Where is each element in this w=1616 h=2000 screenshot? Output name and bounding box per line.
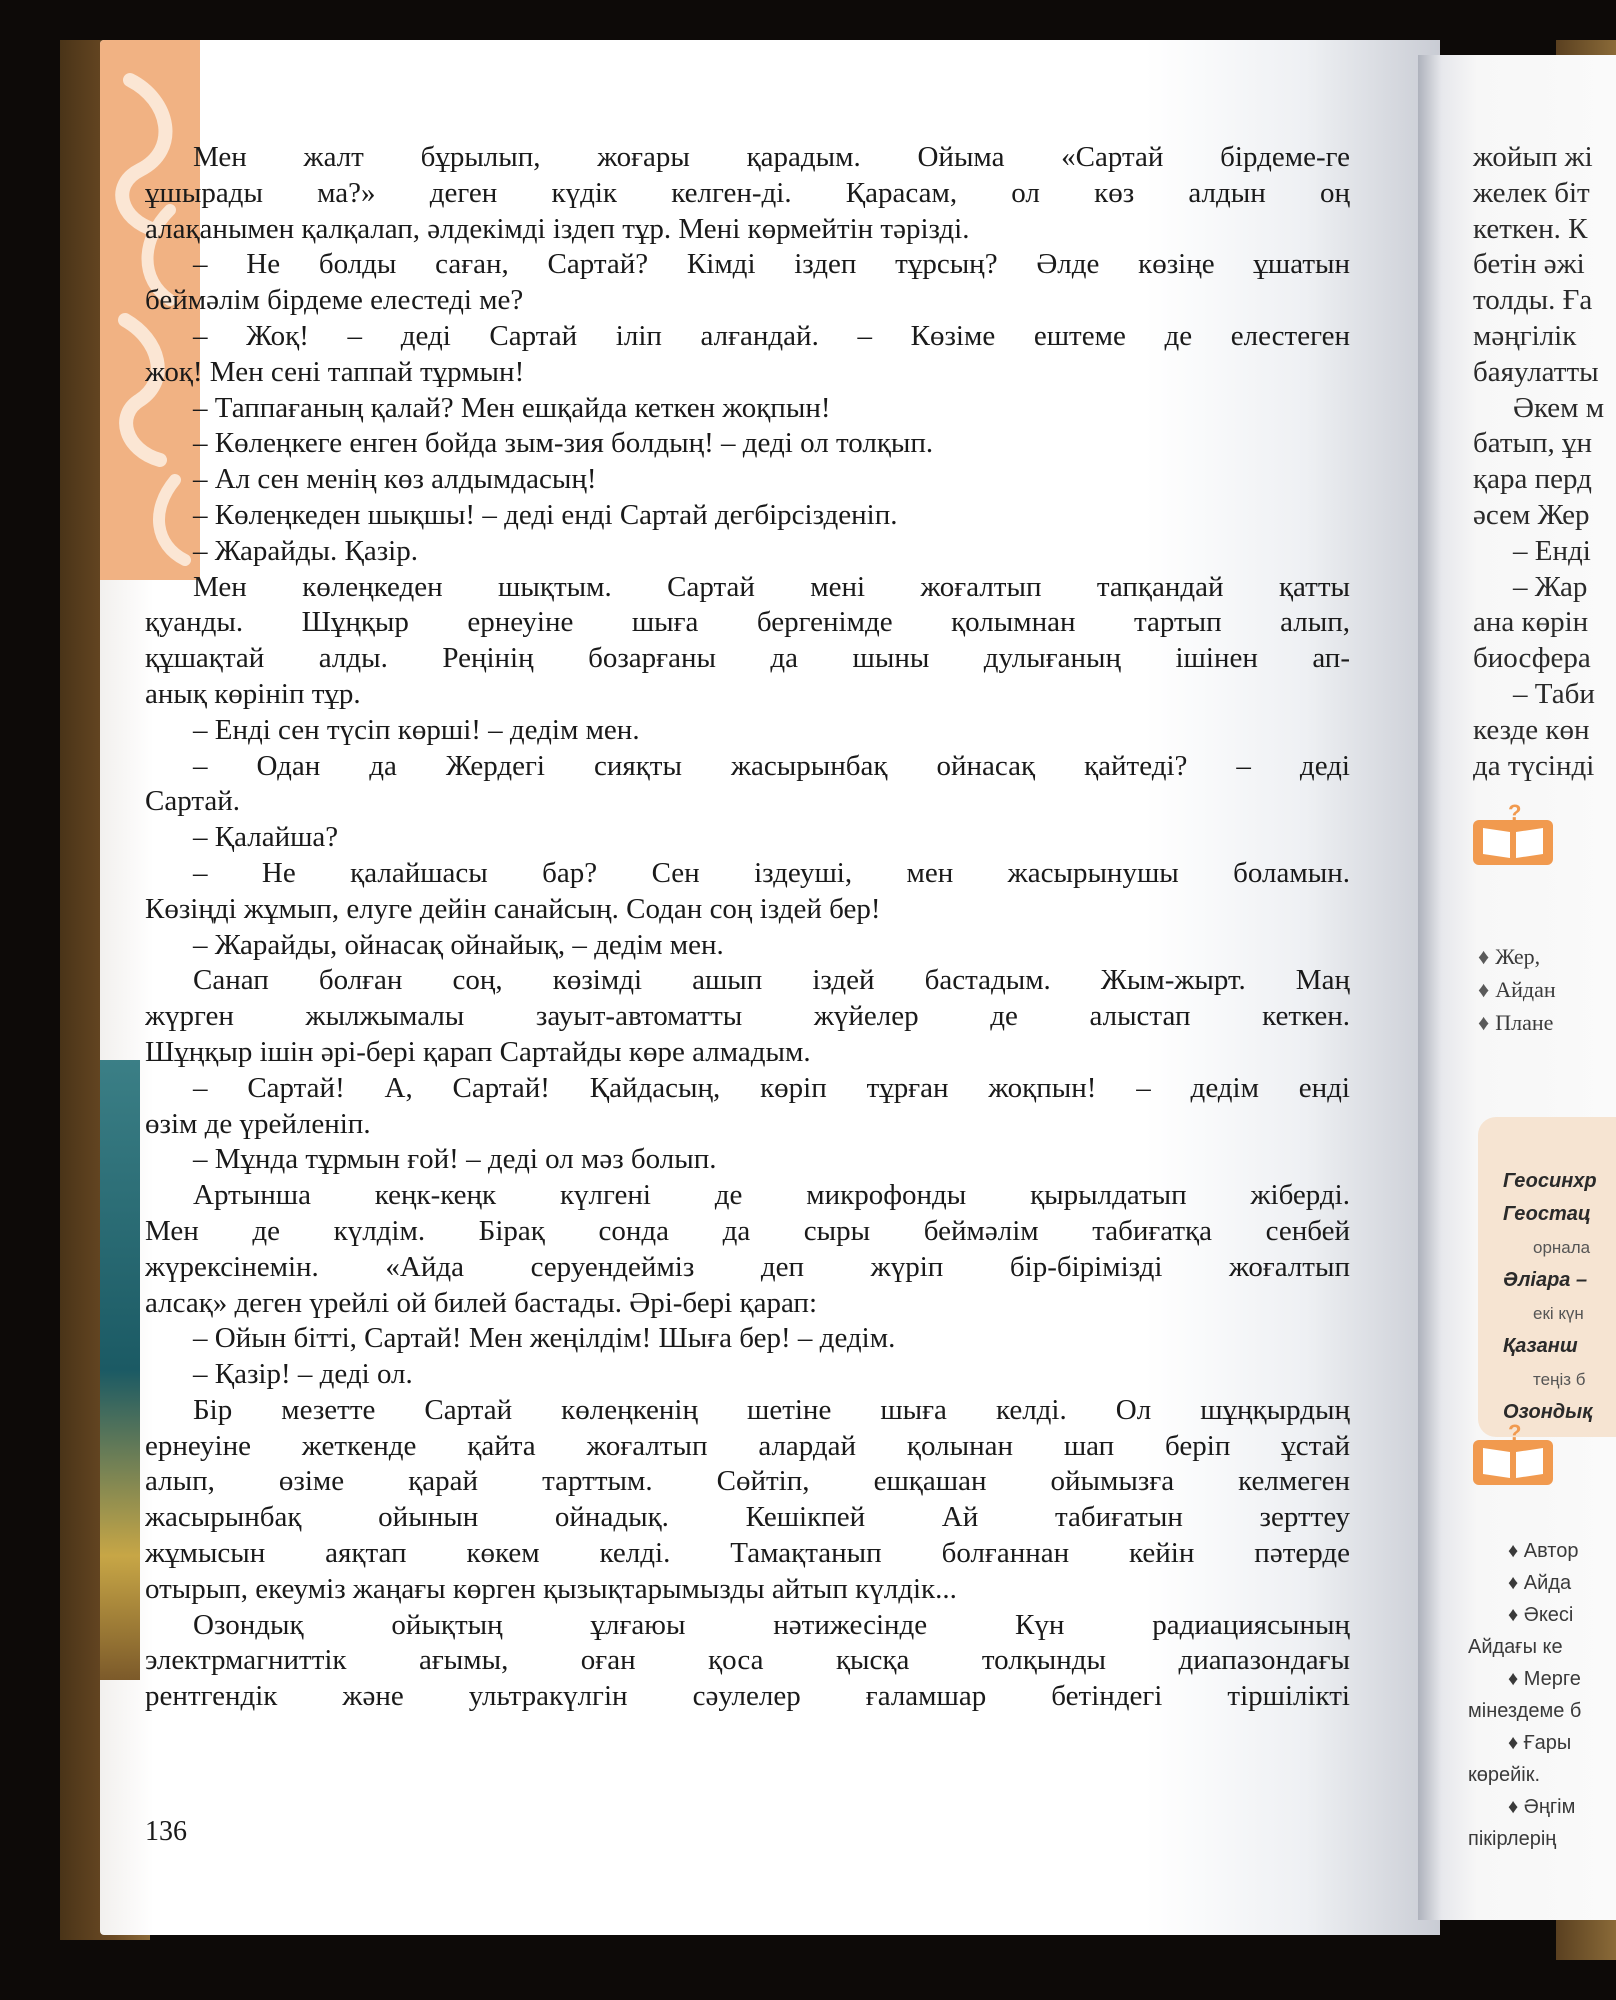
text-line: алсақ» деген үрейлі ой билей бастады. Әрі-бері қарап: bbox=[145, 1286, 818, 1319]
text-line: жасырынбақ ойынын ойнадық. Кешікпей Ай табиғатын зерттеу bbox=[145, 1501, 1350, 1534]
right-page-text bbox=[1473, 140, 1616, 784]
text-line: алып, өзіме қарай тарттым. Сөйтіп, ешқашан ойымызға келмеген bbox=[145, 1465, 1350, 1498]
text-line: – Не қалайшасы бар? Сен іздеуші, мен жасырынушы боламын. bbox=[193, 856, 1350, 889]
glossary-definition: екі күн bbox=[1533, 1304, 1584, 1323]
svg-text:?: ? bbox=[1508, 1420, 1522, 1445]
text-line: жұмысын аяқтап көкем келді. Тамақтанып болғаннан кейін пәтерде bbox=[145, 1537, 1350, 1570]
right-text-line: кеткен. К bbox=[1473, 212, 1588, 245]
bullet-text: Жер, bbox=[1495, 944, 1541, 969]
right-text-line: ана көрін bbox=[1473, 606, 1589, 639]
question-text: Автор bbox=[1523, 1540, 1579, 1562]
right-text-line: желек біт bbox=[1473, 176, 1590, 209]
text-line: – Ал сен менің көз алдымдасың! bbox=[193, 463, 597, 496]
question-text: мінездеме б bbox=[1468, 1700, 1582, 1722]
glossary-term: Әліара – bbox=[1503, 1269, 1588, 1291]
text-line: – Таппағаның қалай? Мен ешқайда кеткен жоқпын! bbox=[193, 391, 831, 424]
text-line: өзім де үрейленіп. bbox=[145, 1107, 371, 1140]
text-line: отырып, екеуміз жаңағы көрген қызықтарымызды айтып күлдік... bbox=[145, 1572, 957, 1605]
text-line: анық көрініп тұр. bbox=[145, 677, 361, 710]
right-text-line: қара перд bbox=[1473, 463, 1592, 496]
question-text: көрейік. bbox=[1468, 1764, 1541, 1786]
glossary-term: Озондық bbox=[1503, 1401, 1593, 1423]
right-text-line: бетін әжі bbox=[1473, 248, 1585, 281]
main-text bbox=[145, 140, 1350, 1715]
text-line: электрмагниттік ағымы, оған қоса қысқа толқынды диапазондағы bbox=[145, 1644, 1350, 1677]
right-text-line: да түсінді bbox=[1473, 749, 1595, 782]
right-text-line: батып, ұн bbox=[1473, 427, 1593, 460]
right-text-line: – Жар bbox=[1513, 570, 1588, 603]
question-text: Мерге bbox=[1523, 1668, 1581, 1690]
glossary-list bbox=[1503, 1165, 1597, 1429]
diamond-bullet-icon: ♦ bbox=[1508, 1540, 1524, 1562]
text-line: – Сартай! А, Сартай! Қайдасың, көріп тұрған жоқпын! – дедім енді bbox=[193, 1071, 1350, 1104]
text-line: – Қалайша? bbox=[193, 821, 339, 854]
text-line: – Жоқ! – деді Сартай іліп алғандай. – Көзіме ештеме де елестеген bbox=[193, 319, 1350, 352]
question-text: пікірлерің bbox=[1468, 1828, 1557, 1850]
right-text-line: кезде көн bbox=[1473, 713, 1590, 746]
question-line bbox=[1468, 1759, 1581, 1791]
text-line: – Не болды саған, Сартай? Кімді іздеп тұрсың? Әлде көзіңе ұшатын bbox=[193, 248, 1350, 281]
diamond-bullet-icon: ♦ bbox=[1508, 1796, 1524, 1818]
text-line: жоқ! Мен сені таппай тұрмын! bbox=[145, 355, 525, 388]
text-line: Шұңқыр ішін әрі-бері қарап Сартайды көре алмадым. bbox=[145, 1035, 811, 1068]
glossary-term: Геостац bbox=[1503, 1203, 1591, 1225]
diamond-bullet-icon: ♦ bbox=[1508, 1732, 1524, 1754]
question-line bbox=[1468, 1823, 1581, 1855]
text-line: Мен жалт бұрылып, жоғары қарадым. Ойыма «Сартай бірдеме‑ге bbox=[193, 141, 1350, 173]
text-line: – Жарайды. Қазір. bbox=[193, 534, 418, 567]
diamond-bullet-icon: ♦ bbox=[1478, 1010, 1490, 1035]
text-line: Мен де күлдім. Бірақ сонда да сыры беймәлім табиғатқа сенбей bbox=[145, 1214, 1350, 1247]
diamond-bullet-icon: ♦ bbox=[1508, 1572, 1524, 1594]
right-text-line: жойып жі bbox=[1473, 141, 1593, 173]
bullet-text: Айдан bbox=[1495, 977, 1556, 1002]
bullet-list-1 bbox=[1478, 940, 1556, 1039]
text-line: Бір мезетте Сартай көлеңкенің шетіне шыға келді. Ол шұңқырдың bbox=[193, 1393, 1350, 1426]
text-line: – Көлеңкеге енген бойда зым-зия болдың! – деді ол толқып. bbox=[193, 427, 934, 460]
text-line: – Мұнда тұрмын ғой! – деді ол мәз болып. bbox=[193, 1143, 717, 1176]
diamond-bullet-icon: ♦ bbox=[1508, 1668, 1524, 1690]
right-text-line: биосфера bbox=[1473, 642, 1591, 675]
question-text: Әңгім bbox=[1523, 1796, 1576, 1818]
text-line: Сартай. bbox=[145, 785, 241, 818]
diamond-bullet-icon: ♦ bbox=[1478, 977, 1490, 1002]
right-text-line: баяулатты bbox=[1473, 355, 1599, 388]
bullet-item bbox=[1478, 1006, 1556, 1039]
diamond-bullet-icon: ♦ bbox=[1508, 1604, 1524, 1626]
bullet-item bbox=[1478, 973, 1556, 1006]
glossary-definition: орнала bbox=[1533, 1238, 1591, 1257]
right-text-line: Әкем м bbox=[1513, 391, 1605, 424]
right-text-line: – Таби bbox=[1513, 677, 1595, 710]
question-line bbox=[1468, 1727, 1581, 1759]
text-line: Озондық ойықтың ұлғаюы нәтижесінде Күн радиациясының bbox=[193, 1608, 1350, 1641]
text-line: Көзіңді жұмып, елуге дейін санайсың. Содан соң іздей бер! bbox=[145, 892, 881, 925]
book-question-icon-2 bbox=[1468, 1420, 1558, 1490]
text-line: Артынша кеңк-кеңк күлгені де микрофонды қырылдатып жіберді. bbox=[193, 1179, 1350, 1212]
text-line: – Көлеңкеден шықшы! – деді енді Сартай дегбірсізденіп. bbox=[193, 498, 898, 531]
questions-list bbox=[1468, 1535, 1581, 1855]
text-line: рентгендік және ультракүлгін сәулелер ғаламшар бетіндегі тіршілікті bbox=[145, 1680, 1350, 1713]
text-line: ұшырады ма?» деген күдік келген-ді. Қарасам, ол көз алдын оң bbox=[145, 176, 1350, 209]
right-text-line: толды. Ға bbox=[1473, 284, 1593, 317]
text-line: Санап болған соң, көзімді ашып іздей бастадым. Жым-жырт. Маң bbox=[193, 964, 1350, 997]
svg-text:?: ? bbox=[1508, 800, 1522, 825]
text-line: – Одан да Жердегі сияқты жасырынбақ ойнасақ қайтеді? – деді bbox=[193, 749, 1350, 782]
bullet-item bbox=[1478, 940, 1556, 973]
question-line bbox=[1468, 1631, 1581, 1663]
page-number: 136 bbox=[145, 1816, 187, 1847]
text-line: – Ойын бітті, Сартай! Мен жеңілдім! Шыға бер! – дедім. bbox=[193, 1322, 896, 1355]
question-line bbox=[1468, 1791, 1581, 1823]
text-line: – Жарайды, ойнасақ ойнайық, – дедім мен. bbox=[193, 928, 724, 961]
question-line bbox=[1468, 1695, 1581, 1727]
text-line: ернеуіне жеткенде қайта жоғалтып алардай қолынан шап беріп ұстай bbox=[145, 1429, 1350, 1462]
question-text: Айда bbox=[1523, 1572, 1572, 1594]
question-line bbox=[1468, 1567, 1581, 1599]
bullet-text: Плане bbox=[1495, 1010, 1554, 1035]
book-question-icon bbox=[1468, 800, 1558, 870]
question-text: Әкесі bbox=[1523, 1604, 1574, 1626]
text-line: – Енді сен түсіп көрші! – дедім мен. bbox=[193, 713, 640, 746]
question-line bbox=[1468, 1535, 1581, 1567]
diamond-bullet-icon: ♦ bbox=[1478, 944, 1490, 969]
text-line: Мен көлеңкеден шықтым. Сартай мені жоғалтып тапқандай қатты bbox=[193, 570, 1350, 603]
question-line bbox=[1468, 1599, 1581, 1631]
text-line: беймәлім бірдеме елестеді ме? bbox=[145, 284, 524, 317]
text-line: қуанды. Шұңқыр ернеуіне шыға бергенімде қолымнан тартып алып, bbox=[145, 606, 1350, 639]
text-line: алақанымен қалқалап, әлдекімді іздеп тұр. Мені көрмейтін тәрізді. bbox=[145, 212, 970, 245]
right-text-line: – Енді bbox=[1513, 534, 1591, 567]
question-text: Ғары bbox=[1523, 1732, 1572, 1754]
glossary-definition: теңіз б bbox=[1533, 1370, 1586, 1389]
right-text-line: әсем Жер bbox=[1473, 498, 1590, 531]
text-line: жүрген жылжымалы зауыт-автоматты жүйелер де алыстап кеткен. bbox=[145, 1000, 1350, 1033]
text-line: – Қазір! – деді ол. bbox=[193, 1358, 413, 1391]
text-line: құшақтай алды. Реңінің бозарғаны да шыны дулығаның ішінен ап- bbox=[145, 642, 1350, 675]
text-line: жүрексінемін. «Айда серуендейміз деп жүріп бір-бірімізді жоғалтып bbox=[145, 1250, 1350, 1283]
right-page bbox=[1418, 55, 1616, 1920]
cover-edge-image bbox=[100, 1060, 140, 1680]
question-line bbox=[1468, 1663, 1581, 1695]
glossary-term: Геосинхр bbox=[1503, 1170, 1597, 1192]
right-text-line: мәңгілік bbox=[1473, 319, 1577, 352]
question-text: Айдағы ке bbox=[1468, 1636, 1563, 1658]
glossary-term: Қазанш bbox=[1503, 1335, 1578, 1357]
